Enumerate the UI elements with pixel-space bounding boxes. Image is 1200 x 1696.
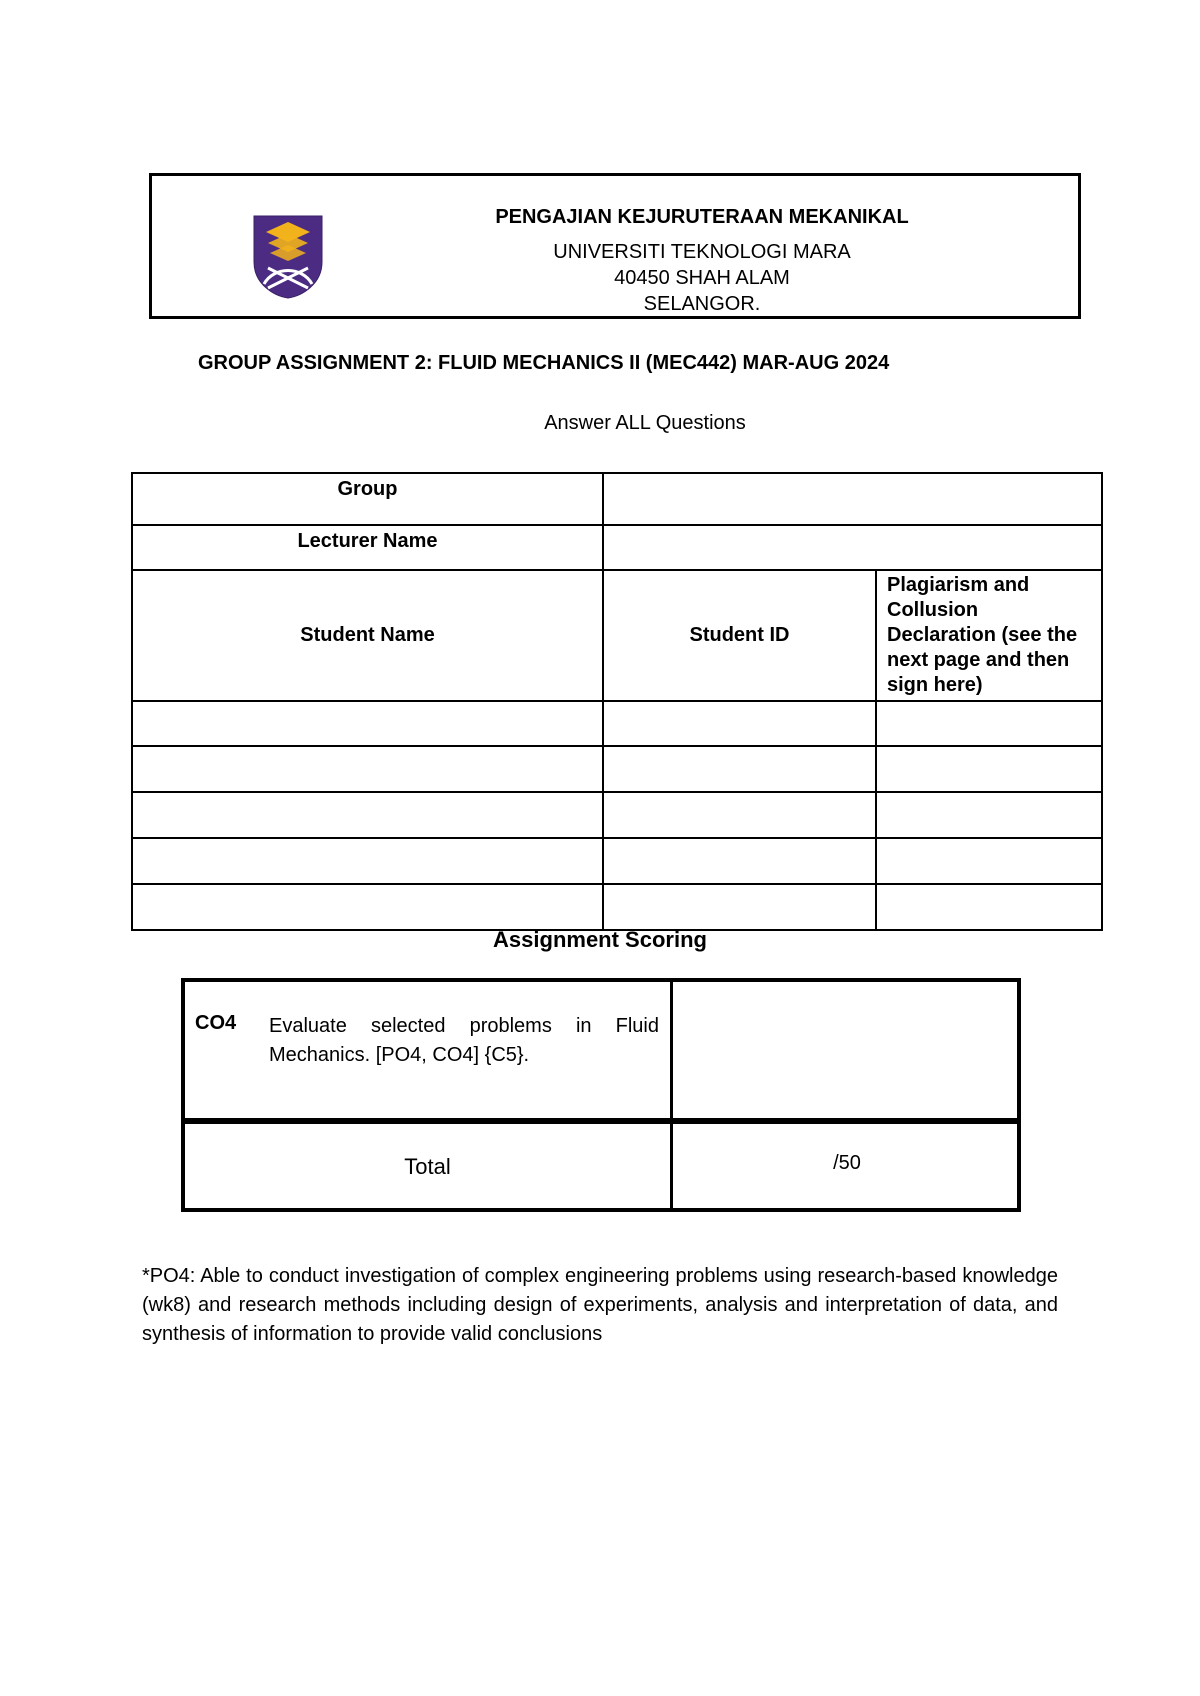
student-id-cell[interactable] xyxy=(603,838,876,884)
department-name: PENGAJIAN KEJURUTERAAN MEKANIKAL xyxy=(495,206,909,228)
student-table xyxy=(131,472,1103,931)
declaration-header: Plagiarism and Collusion Declaration (see the next page and then sign here) xyxy=(876,570,1102,701)
lecturer-row xyxy=(132,525,1102,570)
student-id-cell[interactable] xyxy=(603,792,876,838)
university-name: UNIVERSITI TEKNOLOGI MARA xyxy=(553,241,851,263)
institution-header xyxy=(149,173,1081,319)
student-name-cell[interactable] xyxy=(132,746,603,792)
total-value: /50 xyxy=(833,1152,861,1174)
row-divider xyxy=(185,1118,1017,1124)
assignment-title: GROUP ASSIGNMENT 2: FLUID MECHANICS II (MEC442) MAR-AUG 2024 xyxy=(198,352,890,374)
instruction-text: Answer ALL Questions xyxy=(544,412,746,434)
po4-footnote: *PO4: Able to conduct investigation of complex engineering problems using research-based knowledge (wk8) and research methods including design of experiments, analysis and interpretation of data, and synthesis of information to provide valid conclusions xyxy=(142,1265,1058,1345)
student-name-cell[interactable] xyxy=(132,838,603,884)
lecturer-label: Lecturer Name xyxy=(132,525,603,570)
student-id-cell[interactable] xyxy=(603,884,876,930)
course-outcome-code: CO4 xyxy=(195,1012,237,1034)
student-name-cell[interactable] xyxy=(132,884,603,930)
signature-cell[interactable] xyxy=(876,792,1102,838)
table-row xyxy=(132,746,1102,792)
student-id-cell[interactable] xyxy=(603,701,876,746)
table-row xyxy=(132,838,1102,884)
student-name-cell[interactable] xyxy=(132,792,603,838)
signature-cell[interactable] xyxy=(876,838,1102,884)
institution-address xyxy=(452,206,952,317)
group-row xyxy=(132,473,1102,525)
signature-cell[interactable] xyxy=(876,884,1102,930)
total-label: Total xyxy=(404,1154,451,1179)
group-label: Group xyxy=(132,473,603,525)
table-row xyxy=(132,701,1102,746)
student-name-cell[interactable] xyxy=(132,701,603,746)
column-header-row xyxy=(132,570,1102,701)
course-outcome-description: Evaluate selected problems in Fluid Mechanics. [PO4, CO4] {C5}. xyxy=(269,1015,659,1066)
signature-cell[interactable] xyxy=(876,701,1102,746)
state-name: SELANGOR. xyxy=(643,293,761,315)
student-id-header: Student ID xyxy=(603,570,876,701)
university-crest-icon xyxy=(252,214,324,300)
table-row xyxy=(132,884,1102,930)
lecturer-field[interactable] xyxy=(603,525,1102,570)
postcode-city: 40450 SHAH ALAM xyxy=(614,267,790,289)
group-field[interactable] xyxy=(603,473,1102,525)
scoring-title: Assignment Scoring xyxy=(493,927,707,952)
signature-cell[interactable] xyxy=(876,746,1102,792)
scoring-table xyxy=(181,978,1021,1212)
table-row xyxy=(132,792,1102,838)
student-id-cell[interactable] xyxy=(603,746,876,792)
student-name-header: Student Name xyxy=(132,570,603,701)
